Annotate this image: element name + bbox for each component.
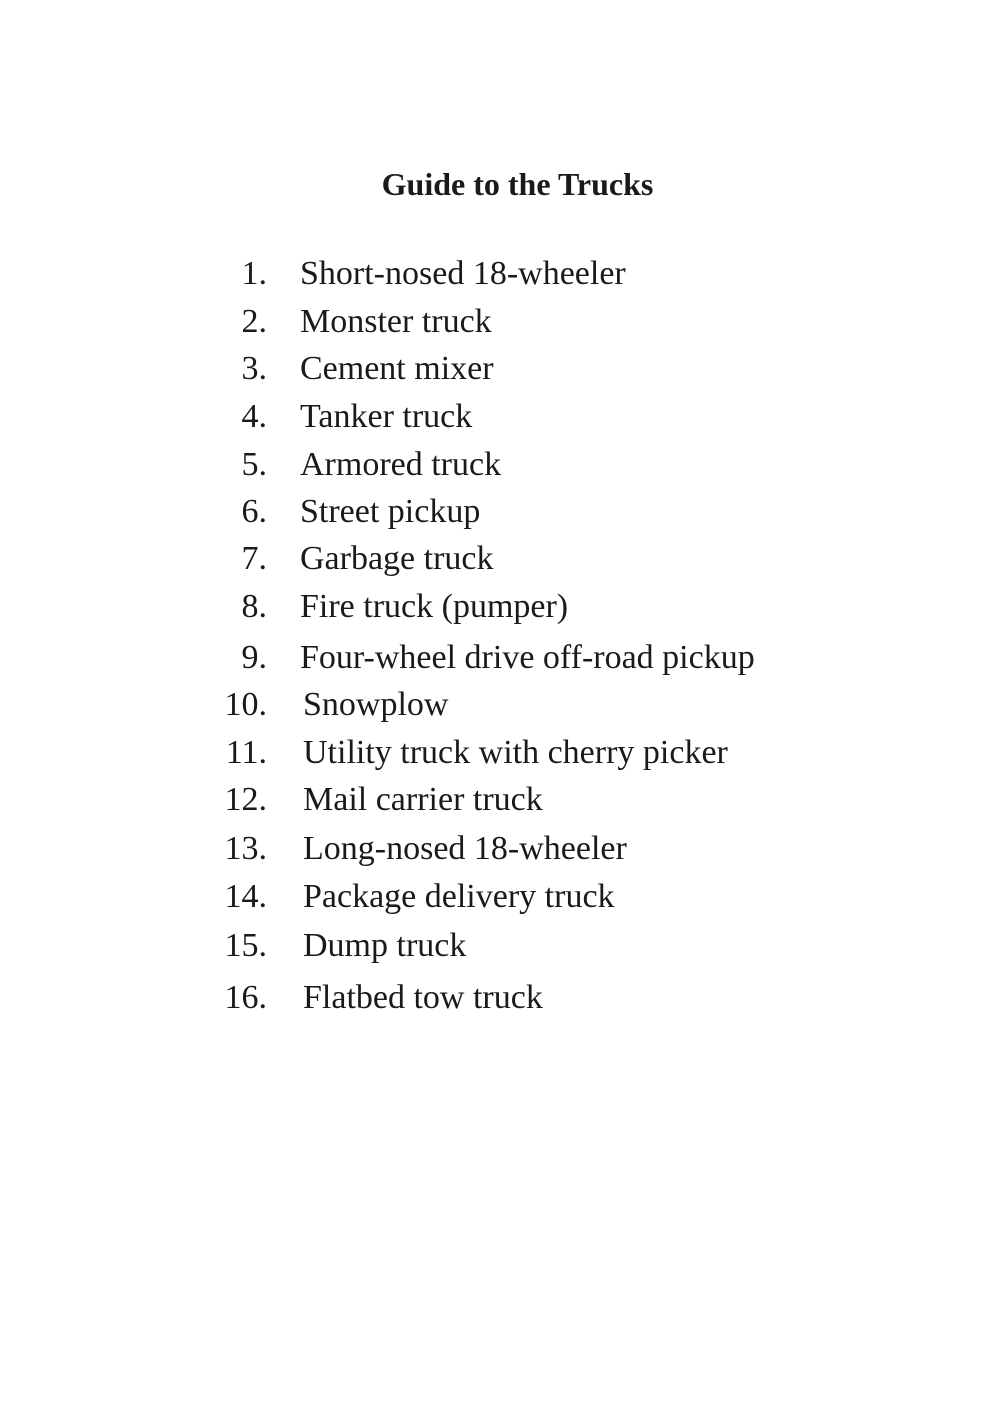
item-number: 4. xyxy=(241,398,267,435)
item-label: Package delivery truck xyxy=(303,878,615,915)
list-item xyxy=(0,490,1000,534)
item-label: Monster truck xyxy=(300,303,492,340)
item-number: 1. xyxy=(241,255,267,292)
item-label: Fire truck (pumper) xyxy=(300,588,569,625)
item-label: Four-wheel drive off-road pickup xyxy=(300,639,755,676)
list-item xyxy=(0,636,1000,680)
list-item xyxy=(0,537,1000,581)
list-item xyxy=(0,731,1000,775)
item-label: Mail carrier truck xyxy=(303,781,543,818)
item-number: 13. xyxy=(224,830,267,867)
item-label: Flatbed tow truck xyxy=(303,979,543,1016)
item-number: 3. xyxy=(241,350,267,387)
item-number: 9. xyxy=(241,639,267,676)
item-number: 6. xyxy=(241,493,267,530)
item-number: 14. xyxy=(224,878,267,915)
item-number: 8. xyxy=(241,588,267,625)
list-item xyxy=(0,443,1000,487)
list-item xyxy=(0,585,1000,629)
list-item xyxy=(0,252,1000,296)
item-number: 7. xyxy=(241,540,267,577)
list-item xyxy=(0,924,1000,968)
item-label: Dump truck xyxy=(303,927,467,964)
item-number: 11. xyxy=(225,734,267,771)
list-item xyxy=(0,395,1000,439)
item-label: Utility truck with cherry picker xyxy=(303,734,728,771)
item-label: Snowplow xyxy=(303,686,449,723)
item-number: 5. xyxy=(241,446,267,483)
item-label: Short-nosed 18-wheeler xyxy=(300,255,626,292)
list-item xyxy=(0,827,1000,871)
list-item xyxy=(0,875,1000,919)
list-item xyxy=(0,300,1000,344)
item-label: Armored truck xyxy=(300,446,502,483)
item-number: 15. xyxy=(224,927,267,964)
item-number: 16. xyxy=(224,979,267,1016)
item-label: Tanker truck xyxy=(300,398,473,435)
page-title: Guide to the Trucks xyxy=(381,166,654,202)
item-label: Long-nosed 18-wheeler xyxy=(303,830,627,867)
list-item xyxy=(0,683,1000,727)
list-item xyxy=(0,778,1000,822)
item-label: Garbage truck xyxy=(300,540,494,577)
item-number: 2. xyxy=(241,303,267,340)
item-number: 10. xyxy=(224,686,267,723)
item-number: 12. xyxy=(224,781,267,818)
list-item xyxy=(0,347,1000,391)
item-label: Cement mixer xyxy=(300,350,494,387)
list-item xyxy=(0,976,1000,1020)
item-label: Street pickup xyxy=(300,493,481,530)
